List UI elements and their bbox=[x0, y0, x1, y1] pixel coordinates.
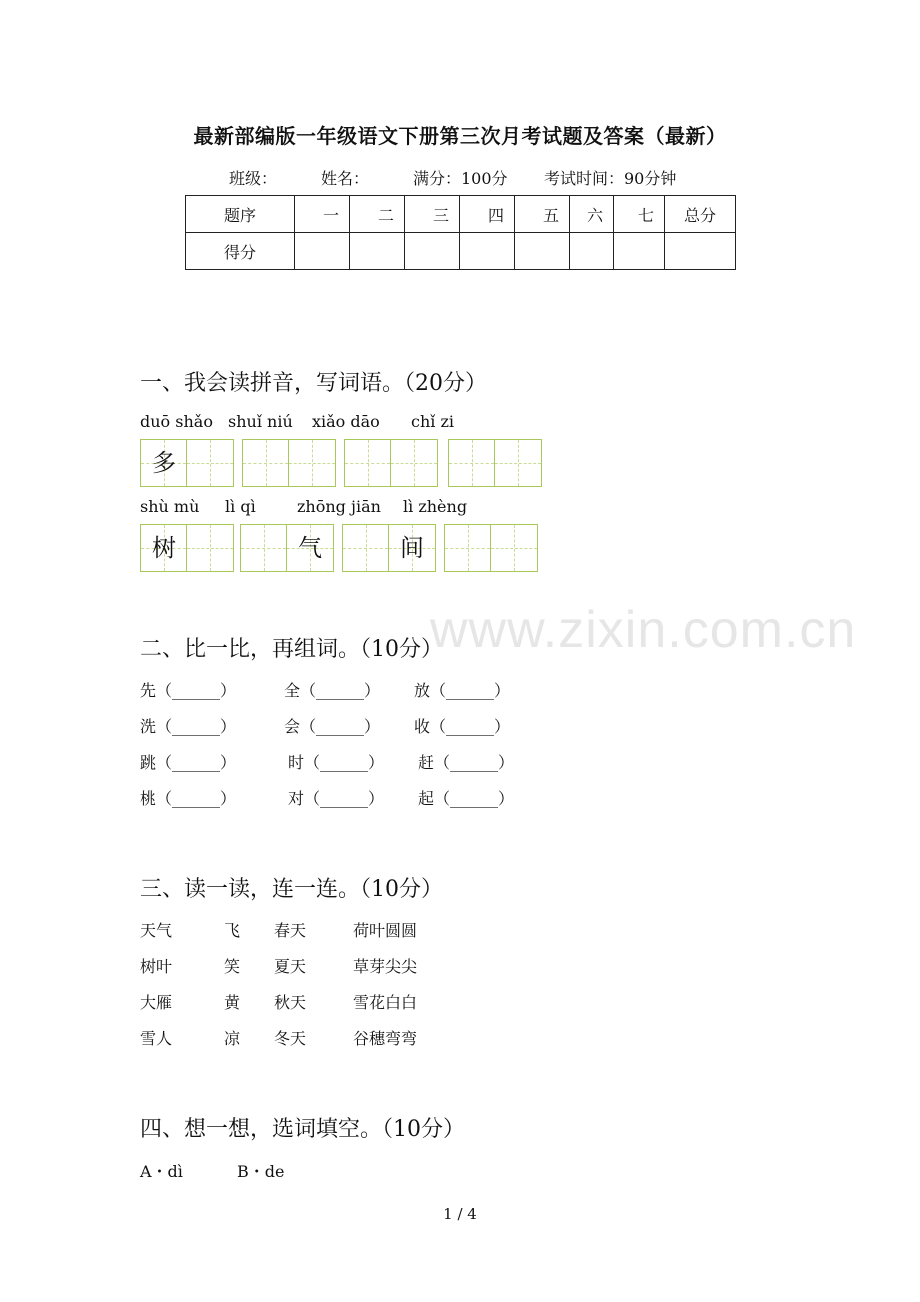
grid-char: 气 bbox=[298, 534, 322, 562]
writing-cell[interactable] bbox=[391, 440, 437, 486]
page-number: 1 / 4 bbox=[443, 1205, 477, 1223]
match-item[interactable]: 黄 bbox=[224, 993, 241, 1012]
table-cell: 二 bbox=[350, 196, 405, 233]
writing-cell[interactable] bbox=[389, 525, 435, 571]
tianzige-box[interactable] bbox=[448, 439, 542, 487]
tianzige-box[interactable] bbox=[444, 524, 538, 572]
score-input-cell[interactable] bbox=[570, 233, 614, 270]
section2-title: 二、比一比，再组词。（10分） bbox=[140, 637, 443, 662]
word-item: 先（______） bbox=[140, 681, 237, 700]
table-cell: 七 bbox=[614, 196, 665, 233]
match-item[interactable]: 夏天 bbox=[274, 957, 307, 976]
tianzige-box[interactable] bbox=[240, 524, 334, 572]
word-item: 洗（______） bbox=[140, 717, 237, 736]
score-input-cell[interactable] bbox=[295, 233, 350, 270]
writing-cell[interactable] bbox=[343, 525, 389, 571]
grid-char bbox=[187, 440, 233, 486]
grid-char bbox=[343, 525, 389, 571]
match-item[interactable]: 大雁 bbox=[140, 993, 173, 1012]
table-cell: 得分 bbox=[186, 233, 295, 270]
score-input-cell[interactable] bbox=[350, 233, 405, 270]
section4-title: 四、想一想，选词填空。（10分） bbox=[140, 1117, 465, 1142]
match-item[interactable]: 草芽尖尖 bbox=[353, 957, 418, 976]
grid-char: 多 bbox=[152, 449, 176, 477]
tianzige-box[interactable] bbox=[140, 439, 234, 487]
word-item: 起（______） bbox=[418, 789, 515, 808]
writing-cell[interactable] bbox=[187, 525, 233, 571]
match-item[interactable]: 飞 bbox=[224, 921, 241, 940]
grid-char bbox=[491, 525, 537, 571]
word-item: 桃（______） bbox=[140, 789, 237, 808]
score-input-cell[interactable] bbox=[665, 233, 736, 270]
full-score: 满分：100分 bbox=[413, 169, 508, 188]
tianzige-box[interactable] bbox=[242, 439, 336, 487]
score-table bbox=[185, 195, 736, 270]
tianzige-box[interactable] bbox=[342, 524, 436, 572]
grid-char bbox=[449, 440, 495, 486]
match-item[interactable]: 荷叶圆圆 bbox=[353, 921, 418, 940]
match-item[interactable]: 春天 bbox=[274, 921, 307, 940]
pinyin-label: zhōng jiān bbox=[297, 497, 381, 516]
grid-char bbox=[445, 525, 491, 571]
match-item[interactable]: 雪花白白 bbox=[353, 993, 418, 1012]
score-table-score-row bbox=[186, 233, 736, 270]
table-cell: 六 bbox=[570, 196, 614, 233]
exam-time: 考试时间：90分钟 bbox=[544, 169, 677, 188]
pinyin-label: duō shǎo bbox=[140, 412, 213, 431]
word-item: 时（______） bbox=[288, 753, 385, 772]
word-item: 收（______） bbox=[414, 717, 511, 736]
grid-char bbox=[241, 525, 287, 571]
score-table-header-row bbox=[186, 196, 736, 233]
option-a: A・dì bbox=[140, 1162, 183, 1181]
watermark: www.zixin.com.cn bbox=[430, 601, 857, 659]
table-cell: 四 bbox=[460, 196, 515, 233]
match-item[interactable]: 雪人 bbox=[140, 1029, 173, 1048]
word-item: 赶（______） bbox=[418, 753, 515, 772]
table-cell: 五 bbox=[515, 196, 570, 233]
score-input-cell[interactable] bbox=[460, 233, 515, 270]
score-input-cell[interactable] bbox=[405, 233, 460, 270]
writing-cell[interactable] bbox=[243, 440, 289, 486]
pinyin-label: lì qì bbox=[225, 497, 256, 516]
class-label: 班级： bbox=[229, 169, 278, 188]
table-cell: 题序 bbox=[186, 196, 295, 233]
match-item[interactable]: 天气 bbox=[140, 921, 173, 940]
word-item: 跳（______） bbox=[140, 753, 237, 772]
table-cell: 一 bbox=[295, 196, 350, 233]
grid-char bbox=[345, 440, 391, 486]
writing-cell[interactable] bbox=[495, 440, 541, 486]
word-item: 放（______） bbox=[414, 681, 511, 700]
grid-char bbox=[243, 440, 289, 486]
word-item: 对（______） bbox=[288, 789, 385, 808]
word-item: 会（______） bbox=[284, 717, 381, 736]
writing-cell[interactable] bbox=[289, 440, 335, 486]
table-cell: 三 bbox=[405, 196, 460, 233]
match-item[interactable]: 树叶 bbox=[140, 957, 173, 976]
writing-cell[interactable] bbox=[345, 440, 391, 486]
tianzige-box[interactable] bbox=[344, 439, 438, 487]
match-item[interactable]: 凉 bbox=[224, 1029, 241, 1048]
option-b: B・de bbox=[237, 1162, 285, 1181]
grid-char bbox=[391, 440, 437, 486]
writing-cell[interactable] bbox=[141, 525, 187, 571]
match-item[interactable]: 冬天 bbox=[274, 1029, 307, 1048]
match-item[interactable]: 秋天 bbox=[274, 993, 307, 1012]
pinyin-label: xiǎo dāo bbox=[312, 412, 380, 431]
tianzige-box[interactable] bbox=[140, 524, 234, 572]
pinyin-label: chǐ zi bbox=[411, 412, 455, 431]
score-input-cell[interactable] bbox=[614, 233, 665, 270]
table-cell: 总分 bbox=[665, 196, 736, 233]
writing-cell[interactable] bbox=[241, 525, 287, 571]
match-item[interactable]: 谷穗弯弯 bbox=[353, 1029, 418, 1048]
writing-cell[interactable] bbox=[287, 525, 333, 571]
match-item[interactable]: 笑 bbox=[224, 957, 241, 976]
writing-cell[interactable] bbox=[445, 525, 491, 571]
writing-cell[interactable] bbox=[141, 440, 187, 486]
grid-char bbox=[289, 440, 335, 486]
pinyin-label: lì zhèng bbox=[403, 497, 468, 516]
page-title: 最新部编版一年级语文下册第三次月考试题及答案（最新） bbox=[193, 124, 727, 148]
writing-cell[interactable] bbox=[491, 525, 537, 571]
word-item: 全（______） bbox=[284, 681, 381, 700]
grid-char bbox=[187, 525, 233, 571]
score-input-cell[interactable] bbox=[515, 233, 570, 270]
writing-cell[interactable] bbox=[187, 440, 233, 486]
grid-char: 树 bbox=[152, 534, 176, 562]
grid-char bbox=[495, 440, 541, 486]
pinyin-label: shuǐ niú bbox=[228, 412, 293, 431]
section1-title: 一、我会读拼音，写词语。（20分） bbox=[140, 371, 487, 396]
name-label: 姓名： bbox=[321, 169, 370, 188]
writing-cell[interactable] bbox=[449, 440, 495, 486]
section3-title: 三、读一读，连一连。（10分） bbox=[140, 877, 443, 902]
grid-char: 间 bbox=[400, 534, 424, 562]
pinyin-label: shù mù bbox=[140, 497, 200, 516]
